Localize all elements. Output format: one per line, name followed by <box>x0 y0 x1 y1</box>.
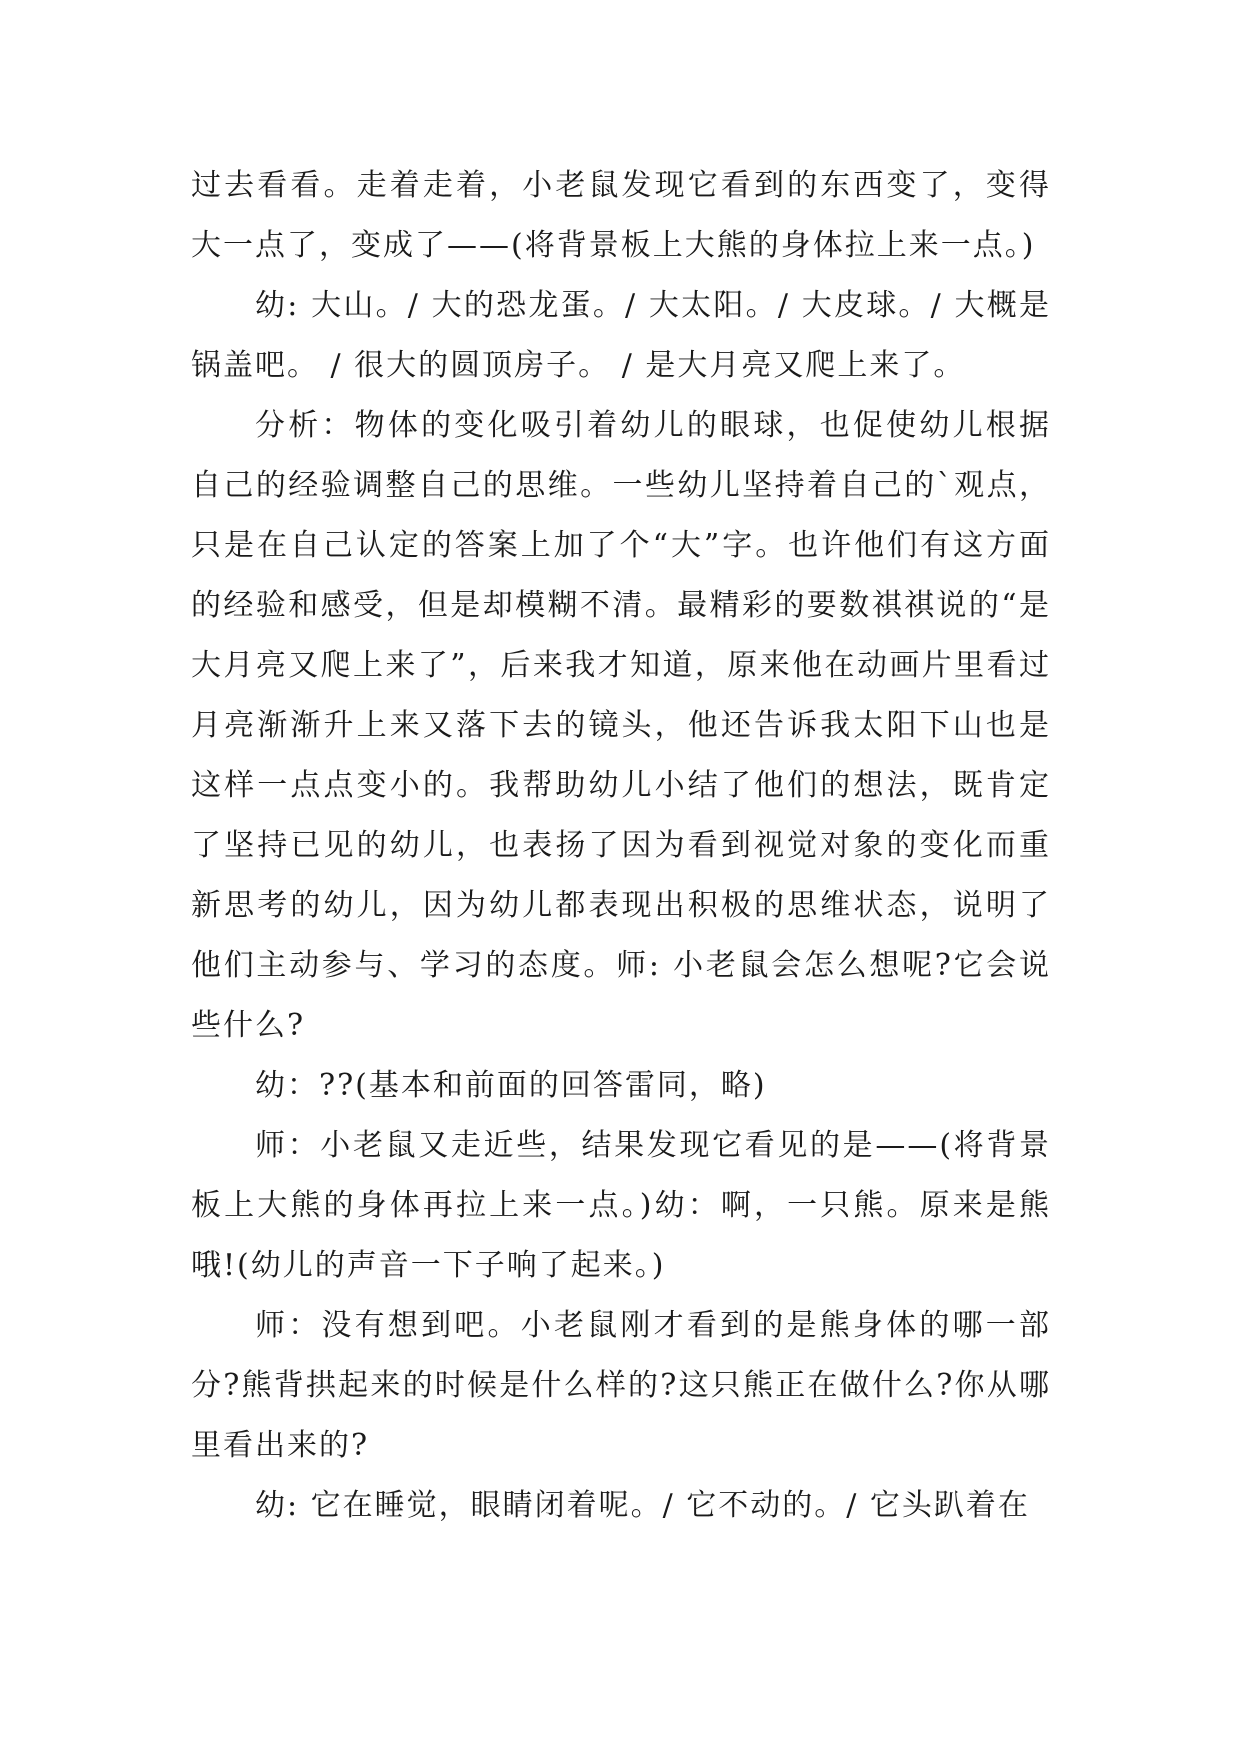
paragraph: 幼: 它在睡觉，眼睛闭着呢。/ 它不动的。/ 它头趴着在 <box>255 1488 1030 1523</box>
paragraph: 师：小老鼠又走近些，结果发现它看见的是——(将背景板上大熊的身体再拉上来一点。)幼：啊，一只熊。原来是熊哦!(幼儿的声音一下子响了起来。) <box>191 1128 1051 1283</box>
paragraph: 幼：??(基本和前面的回答雷同，略) <box>255 1068 767 1103</box>
document-body <box>191 156 1051 1536</box>
paragraph: 过去看看。走着走着，小老鼠发现它看到的东西变了，变得大一点了，变成了——(将背景板上大熊的身体拉上来一点。) <box>191 168 1051 263</box>
paragraph: 师：没有想到吧。小老鼠刚才看到的是熊身体的哪一部分?熊背拱起来的时候是什么样的?这只熊正在做什么?你从哪里看出来的? <box>191 1308 1051 1463</box>
paragraph: 幼: 大山。/ 大的恐龙蛋。/ 大太阳。/ 大皮球。/ 大概是锅盖吧。 / 很大的圆顶房子。 / 是大月亮又爬上来了。 <box>191 288 1051 383</box>
paragraph: 分析：物体的变化吸引着幼儿的眼球，也促使幼儿根据自己的经验调整自己的思维。一些幼儿坚持着自己的`观点，只是在自己认定的答案上加了个“大”字。也许他们有这方面的经验和感受，但是却模糊不清。最精彩的要数祺祺说的“是大月亮又爬上来了”，后来我才知道，原来他在动画片里看过月亮渐渐升上来又落下去的镜头，他还告诉我太阳下山也是这样一点点变小的。我帮助幼儿小结了他们的想法，既肯定了坚持已见的幼儿，也表扬了因为看到视觉对象的变化而重新思考的幼儿，因为幼儿都表现出积极的思维状态，说明了他们主动参与、学习的态度。师: 小老鼠会怎么想呢?它会说些什么? <box>191 408 1051 1043</box>
